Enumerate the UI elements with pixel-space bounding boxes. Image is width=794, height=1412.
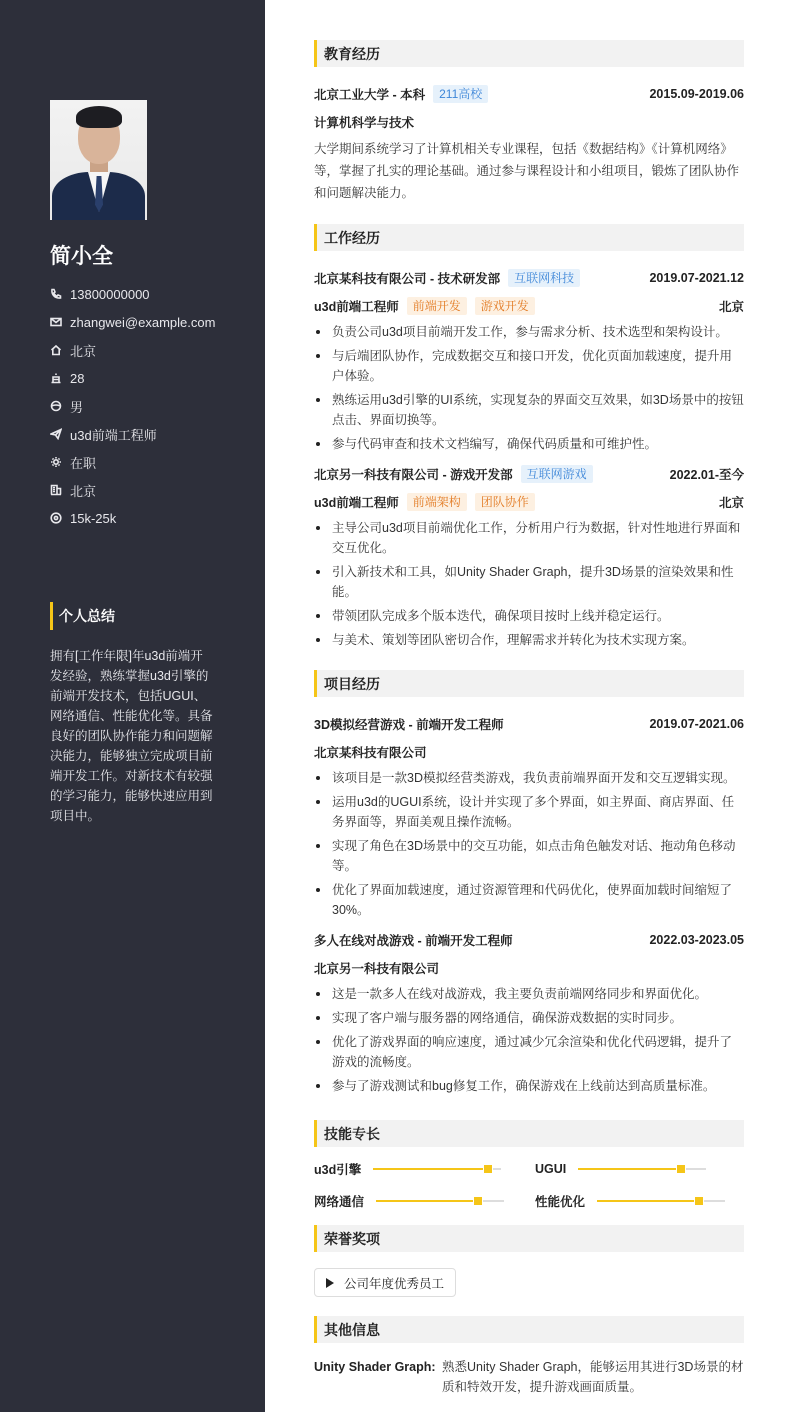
work-role: u3d前端工程师 [314, 300, 399, 314]
education-tag: 211高校 [433, 85, 488, 103]
work-role: u3d前端工程师 [314, 496, 399, 510]
list-item: 优化了游戏界面的响应速度，通过减少冗余渲染和优化代码逻辑，提升了游戏的流畅度。 [314, 1032, 744, 1072]
education-desc: 大学期间系统学习了计算机相关专业课程，包括《数据结构》《计算机网络》等，掌握了扎实的理论基础。通过参与课程设计和小组项目，锻炼了团队协作和问题解决能力。 [314, 142, 740, 200]
main-content [314, 40, 744, 1397]
project-company: 北京某科技有限公司 [314, 746, 427, 760]
project-bullets [314, 768, 744, 920]
list-item: 主导公司u3d项目前端优化工作，分析用户行为数据，针对性地进行界面和交互优化。 [314, 518, 744, 558]
section-title-skills: 技能专长 [314, 1120, 744, 1147]
info-salary [50, 504, 215, 532]
send-icon [50, 428, 62, 440]
sidebar [0, 0, 265, 1412]
other-info-row [314, 1357, 744, 1397]
project-period: 2022.03-2023.05 [649, 933, 744, 947]
skill-item [314, 1159, 535, 1179]
list-item: 参与了游戏测试和bug修复工作，确保游戏在上线前达到高质量标准。 [314, 1076, 744, 1096]
skill-name: 性能优化 [535, 1195, 586, 1209]
play-icon [326, 1278, 334, 1288]
info-status-text: 在职 [70, 455, 97, 471]
status-icon [50, 456, 62, 468]
info-position [50, 420, 215, 448]
summary-text: 拥有[工作年限]年u3d前端开发经验，熟练掌握u3d引擎的前端开发技术，包括UGUI、网络通信、性能优化等。具备良好的团队协作能力和问题解决能力，能够独立完成项目前端开发工作。对新技术有较强的学习能力，能够快速应用到项目中。 [50, 649, 213, 823]
avatar [50, 100, 147, 220]
list-item: 带领团队完成多个版本迭代，确保项目按时上线并稳定运行。 [314, 606, 744, 626]
summary-title: 个人总结 [50, 602, 115, 630]
project-name: 3D模拟经营游戏 - 前端开发工程师 [314, 718, 504, 732]
work-skill-tag: 前端架构 [407, 493, 467, 511]
skill-item [535, 1191, 744, 1211]
work-industry-tag: 互联网科技 [508, 269, 580, 287]
list-item: 该项目是一款3D模拟经营类游戏，我负责前端界面开发和交互逻辑实现。 [314, 768, 744, 788]
mail-icon [50, 316, 62, 328]
info-gender-text: 男 [70, 399, 84, 415]
info-phone [50, 280, 215, 308]
work-entry [314, 460, 744, 650]
section-title-work: 工作经历 [314, 224, 744, 251]
work-skill-tag: 团队协作 [475, 493, 535, 511]
skill-name: u3d引擎 [314, 1163, 362, 1177]
info-phone-text: 13800000000 [70, 286, 150, 302]
info-gender [50, 392, 215, 420]
profile-name: 简小全 [50, 245, 113, 268]
section-title-education: 教育经历 [314, 40, 744, 67]
list-item: 负责公司u3d项目前端开发工作，参与需求分析、技术选型和架构设计。 [314, 322, 744, 342]
info-email [50, 308, 215, 336]
skill-bar [578, 1168, 706, 1170]
info-location-text: 北京 [70, 343, 97, 359]
project-period: 2019.07-2021.06 [649, 717, 744, 731]
list-item: 运用u3d的UGUI系统，设计并实现了多个界面，如主界面、商店界面、任务界面等，界面美观且操作流畅。 [314, 792, 744, 832]
info-age-text: 28 [70, 370, 85, 386]
education-period: 2015.09-2019.06 [649, 87, 744, 101]
work-city: 北京 [718, 496, 744, 510]
info-location [50, 336, 215, 364]
phone-icon [50, 288, 62, 300]
age-icon [50, 372, 62, 384]
info-city [50, 476, 215, 504]
skill-item [535, 1159, 744, 1179]
skill-bar [373, 1168, 501, 1170]
education-entry [314, 80, 744, 204]
project-entry [314, 926, 744, 1096]
other-info-value: 熟悉Unity Shader Graph，能够运用其进行3D场景的材质和特效开发，提升游戏画面质量。 [442, 1360, 744, 1394]
work-skill-tag: 前端开发 [407, 297, 467, 315]
other-info-key: Unity Shader Graph: [314, 1360, 436, 1374]
info-status [50, 448, 215, 476]
info-email-text: zhangwei@example.com [70, 314, 216, 330]
skill-name: UGUI [535, 1162, 567, 1176]
list-item: 引入新技术和工具，如Unity Shader Graph，提升3D场景的渲染效果和性能。 [314, 562, 744, 602]
list-item: 实现了角色在3D场景中的交互功能，如点击角色触发对话、拖动角色移动等。 [314, 836, 744, 876]
salary-icon [50, 512, 62, 524]
work-bullets [314, 518, 744, 650]
work-industry-tag: 互联网游戏 [521, 465, 593, 483]
project-company: 北京另一科技有限公司 [314, 962, 440, 976]
skill-name: 网络通信 [314, 1195, 365, 1209]
home-icon [50, 344, 62, 356]
skills-grid [314, 1159, 744, 1211]
list-item: 与美术、策划等团队密切合作，理解需求并转化为技术实现方案。 [314, 630, 744, 650]
work-period: 2019.07-2021.12 [649, 271, 744, 285]
work-period: 2022.01-至今 [669, 468, 744, 482]
list-item: 优化了界面加载速度，通过资源管理和代码优化，使界面加载时间缩短了30%。 [314, 880, 744, 920]
skill-item [314, 1191, 535, 1211]
section-title-awards: 荣誉奖项 [314, 1225, 744, 1252]
building-icon [50, 484, 62, 496]
list-item: 与后端团队协作，完成数据交互和接口开发，优化页面加载速度，提升用户体验。 [314, 346, 744, 386]
work-bullets [314, 322, 744, 454]
section-title-projects: 项目经历 [314, 670, 744, 697]
list-item: 这是一款多人在线对战游戏，我主要负责前端网络同步和界面优化。 [314, 984, 744, 1004]
contact-info-list [50, 280, 215, 532]
work-entry [314, 264, 744, 454]
list-item: 实现了客户端与服务器的网络通信，确保游戏数据的实时同步。 [314, 1008, 744, 1028]
info-age [50, 364, 215, 392]
project-bullets [314, 984, 744, 1096]
project-entry [314, 710, 744, 920]
gender-icon [50, 400, 62, 412]
list-item: 参与代码审查和技术文档编写，确保代码质量和可维护性。 [314, 434, 744, 454]
work-company: 北京某科技有限公司 - 技术研发部 [314, 272, 501, 286]
work-city: 北京 [718, 300, 744, 314]
info-position-text: u3d前端工程师 [70, 427, 157, 443]
work-skill-tag: 游戏开发 [475, 297, 535, 315]
section-title-other: 其他信息 [314, 1316, 744, 1343]
list-item: 熟练运用u3d引擎的UI系统，实现复杂的界面交互效果，如3D场景中的按钮点击、界面切换等。 [314, 390, 744, 430]
project-name: 多人在线对战游戏 - 前端开发工程师 [314, 934, 513, 948]
education-major: 计算机科学与技术 [314, 116, 415, 130]
info-city-text: 北京 [70, 483, 97, 499]
skill-bar [376, 1200, 504, 1202]
award-item[interactable] [314, 1268, 456, 1297]
info-salary-text: 15k-25k [70, 510, 117, 526]
award-label: 公司年度优秀员工 [344, 1276, 445, 1291]
work-company: 北京另一科技有限公司 - 游戏开发部 [314, 468, 513, 482]
education-school: 北京工业大学 - 本科 [314, 88, 426, 102]
skill-bar [597, 1200, 725, 1202]
